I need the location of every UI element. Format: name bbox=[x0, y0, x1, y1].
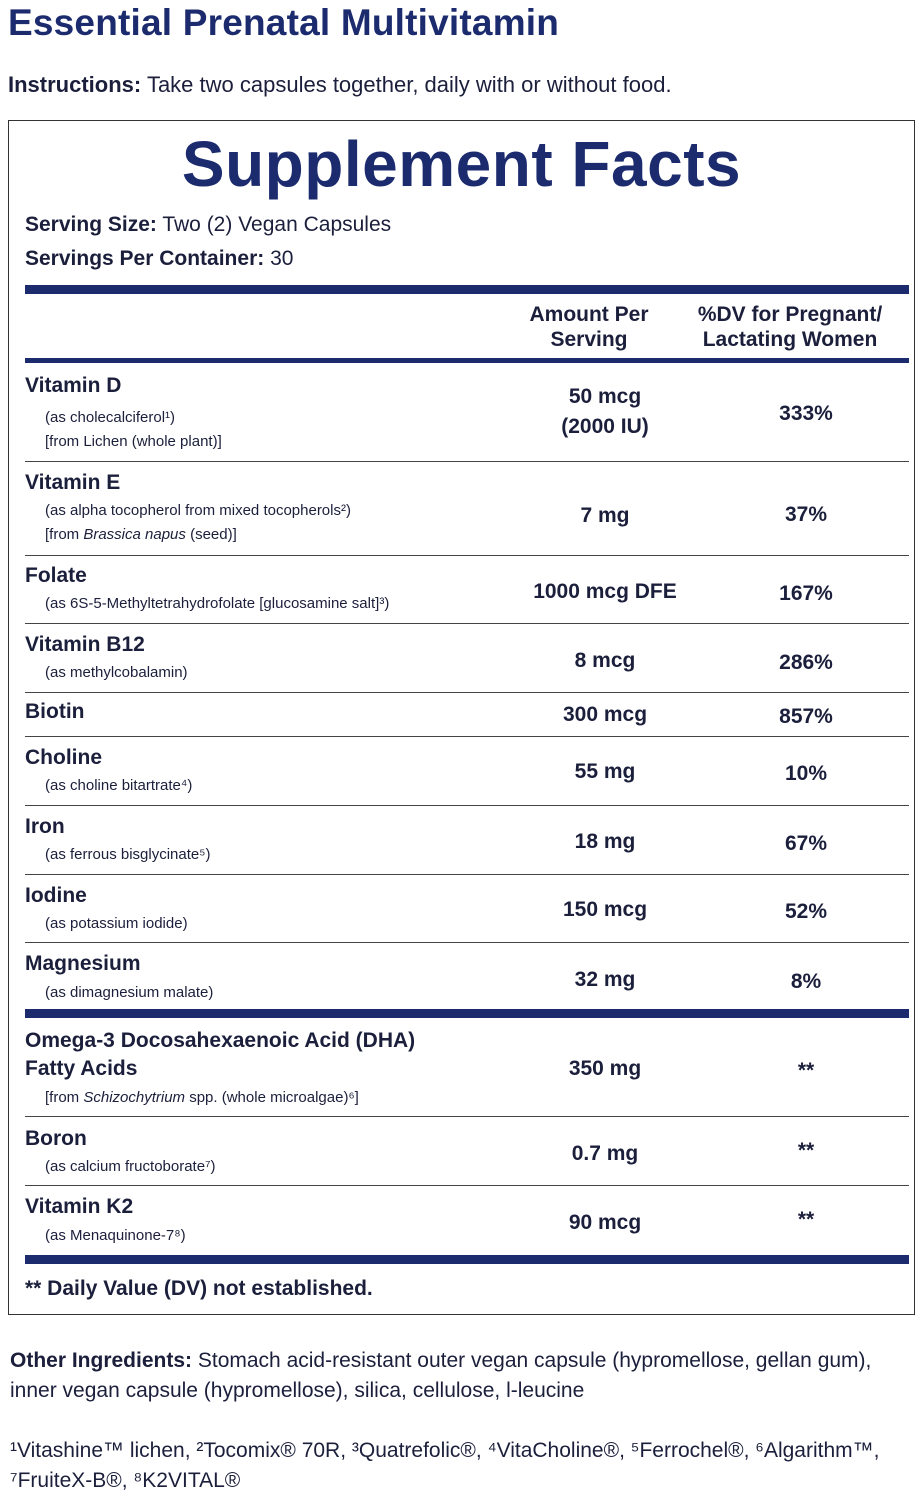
nutrient-amount: 18 mg bbox=[574, 830, 636, 853]
source-prefix: [from bbox=[45, 526, 84, 543]
amount-line1: 50 mcg bbox=[568, 385, 642, 408]
nutrient-source-origin: [from Lichen (whole plant)] bbox=[45, 433, 222, 450]
servings-per-container bbox=[25, 247, 293, 271]
amount-header-line1: Amount Per bbox=[529, 303, 649, 326]
nutrient-source: (as ferrous bisglycinate⁵) bbox=[45, 846, 211, 863]
row-divider bbox=[25, 461, 909, 462]
nutrient-amount: 90 mcg bbox=[568, 1211, 642, 1234]
nutrient-source bbox=[45, 1086, 359, 1110]
nutrient-row-folate bbox=[25, 561, 909, 621]
nutrient-row-vitamin-d bbox=[25, 371, 909, 459]
nutrient-source: (as potassium iodide) bbox=[45, 915, 188, 932]
nutrient-source: (as 6S-5-Methyltetrahydrofolate [glucosamine salt]³) bbox=[45, 595, 390, 612]
servings-per-container-label: Servings Per Container: bbox=[25, 247, 265, 270]
source-species: Schizochytrium bbox=[83, 1089, 186, 1106]
other-ingredients bbox=[10, 1346, 910, 1406]
thick-divider bbox=[25, 1255, 909, 1264]
row-divider bbox=[25, 555, 909, 556]
other-ingredients-label: Other Ingredients: bbox=[10, 1349, 193, 1372]
nutrient-dv: 8% bbox=[790, 970, 822, 993]
row-divider bbox=[25, 1116, 909, 1117]
nutrient-amount: 1000 mcg DFE bbox=[533, 580, 677, 603]
nutrient-dv: 37% bbox=[784, 503, 828, 526]
trademark-notes: ¹Vitashine™ lichen, ²Tocomix® 70R, ³Quatrefolic®, ⁴VitaCholine®, ⁵Ferrochel®, ⁶Algarithm™, ⁷FruiteX-B®, ⁸K2VITAL® bbox=[10, 1439, 880, 1492]
amount-line2: (2000 IU) bbox=[561, 415, 649, 438]
nutrient-name: Vitamin K2 bbox=[25, 1195, 134, 1218]
product-title: Essential Prenatal Multivitamin bbox=[8, 2, 560, 43]
nutrient-dv: 52% bbox=[784, 900, 828, 923]
medium-divider bbox=[25, 358, 909, 363]
source-prefix: [from bbox=[45, 1089, 84, 1106]
source-species: Brassica napus bbox=[83, 526, 186, 543]
nutrient-name: Iron bbox=[25, 815, 65, 838]
nutrient-amount: 350 mg bbox=[568, 1057, 642, 1080]
nutrient-name: Boron bbox=[25, 1127, 87, 1150]
nutrient-amount: 55 mg bbox=[574, 760, 636, 783]
nutrient-row-vitamin-e bbox=[25, 467, 909, 553]
other-ingredients-text: Stomach acid-resistant outer vegan capsule (hypromellose, gellan gum), inner vegan capsule (hypromellose), silica, cellulose, l-leucine bbox=[10, 1349, 872, 1402]
dv-footnote: ** Daily Value (DV) not established. bbox=[25, 1277, 373, 1300]
servings-per-container-value: 30 bbox=[264, 247, 294, 270]
amount-header-line2: Serving bbox=[550, 328, 628, 351]
nutrient-row-boron bbox=[25, 1122, 909, 1184]
nutrient-amount: 8 mcg bbox=[574, 649, 636, 672]
source-suffix: spp. (whole microalgae)⁶] bbox=[185, 1089, 359, 1106]
nutrient-dv: 333% bbox=[779, 402, 833, 425]
nutrient-row-biotin bbox=[25, 698, 909, 734]
nutrient-name: Vitamin E bbox=[25, 471, 121, 494]
serving-size-label: Serving Size: bbox=[25, 213, 157, 236]
nutrient-name-line2: Fatty Acids bbox=[25, 1057, 138, 1080]
nutrient-source: (as alpha tocopherol from mixed tocopherols²) bbox=[45, 502, 351, 519]
source-suffix: (seed)] bbox=[185, 526, 237, 543]
supplement-facts-title: Supplement Facts bbox=[181, 128, 742, 200]
thick-divider bbox=[25, 1009, 909, 1018]
nutrient-source: (as choline bitartrate⁴) bbox=[45, 777, 193, 794]
nutrient-row-iron bbox=[25, 811, 909, 873]
nutrient-amount: 0.7 mg bbox=[571, 1142, 639, 1165]
nutrient-dv: 286% bbox=[779, 651, 833, 674]
nutrient-amount: 32 mg bbox=[574, 968, 636, 991]
row-divider bbox=[25, 623, 909, 624]
nutrient-dv: 67% bbox=[784, 832, 828, 855]
nutrient-source-origin bbox=[45, 523, 237, 547]
nutrient-amount: 7 mg bbox=[580, 504, 630, 527]
nutrient-row-vitamin-b12 bbox=[25, 629, 909, 691]
nutrient-source: (as methylcobalamin) bbox=[45, 664, 188, 681]
nutrient-source: (as cholecalciferol¹) bbox=[45, 409, 176, 426]
supplement-facts-panel bbox=[8, 120, 915, 1315]
dv-header-line1: %DV for Pregnant/ bbox=[697, 303, 883, 326]
dv-header-line2: Lactating Women bbox=[702, 328, 878, 351]
instructions-label: Instructions: bbox=[8, 72, 142, 97]
daily-value-header bbox=[685, 302, 895, 352]
nutrient-name: Iodine bbox=[25, 884, 87, 907]
row-divider bbox=[25, 805, 909, 806]
nutrient-dv: ** bbox=[797, 1059, 815, 1082]
nutrient-name: Biotin bbox=[25, 700, 85, 723]
nutrient-dv: ** bbox=[797, 1208, 815, 1231]
nutrient-dv: 10% bbox=[784, 762, 828, 785]
serving-size bbox=[25, 213, 391, 237]
nutrient-row-iodine bbox=[25, 880, 909, 942]
nutrient-row-magnesium bbox=[25, 948, 909, 1010]
nutrient-row-omega-3-dha bbox=[25, 1026, 909, 1116]
instructions-text: Take two capsules together, daily with or without food. bbox=[141, 72, 672, 97]
nutrient-name: Vitamin D bbox=[25, 374, 122, 397]
row-divider bbox=[25, 692, 909, 693]
row-divider bbox=[25, 942, 909, 943]
row-divider bbox=[25, 1185, 909, 1186]
nutrient-row-vitamin-k2 bbox=[25, 1191, 909, 1253]
row-divider bbox=[25, 736, 909, 737]
nutrient-name: Vitamin B12 bbox=[25, 633, 145, 656]
nutrient-dv: 167% bbox=[779, 582, 833, 605]
nutrient-dv: 857% bbox=[779, 705, 833, 728]
nutrient-name: Choline bbox=[25, 746, 102, 769]
nutrient-name: Omega-3 Docosahexaenoic Acid (DHA) bbox=[25, 1029, 416, 1052]
nutrient-source: (as calcium fructoborate⁷) bbox=[45, 1158, 216, 1175]
nutrient-name: Magnesium bbox=[25, 952, 141, 975]
serving-size-value: Two (2) Vegan Capsules bbox=[156, 213, 392, 236]
nutrient-amount: 300 mcg bbox=[562, 703, 648, 726]
nutrient-row-choline bbox=[25, 742, 909, 804]
nutrient-source: (as dimagnesium malate) bbox=[45, 984, 214, 1001]
thick-divider bbox=[25, 285, 909, 294]
nutrient-dv: ** bbox=[797, 1139, 815, 1162]
row-divider bbox=[25, 874, 909, 875]
nutrient-source: (as Menaquinone-7⁸) bbox=[45, 1227, 186, 1244]
nutrient-amount: 150 mcg bbox=[562, 898, 648, 921]
nutrient-name: Folate bbox=[25, 564, 87, 587]
instructions bbox=[8, 72, 672, 98]
